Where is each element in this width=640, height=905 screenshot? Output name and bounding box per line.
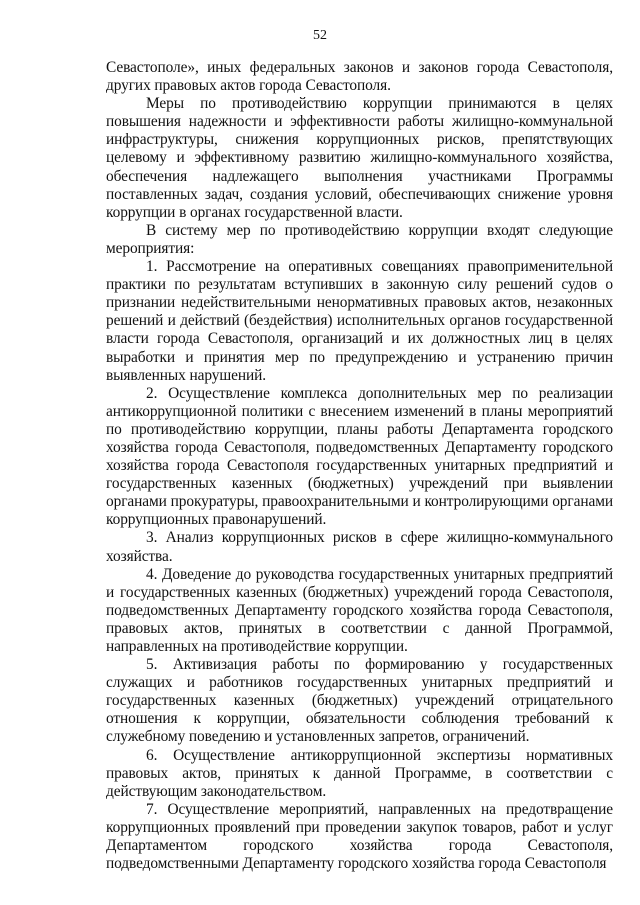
- list-item: 3. Анализ коррупционных рисков в сфере жилищно-коммунального хозяйства.: [106, 529, 613, 565]
- page-number: 52: [313, 28, 327, 43]
- list-item: 5. Активизация работы по формированию у государственных служащих и работников государственных унитарных предприятий и государственных казенных (бюджетных) учреждений отрицательного отношения к коррупции, обязательности соблюдения требований к служебному поведению и установленных запретов, ограничений.: [106, 656, 613, 746]
- paragraph: В систему мер по противодействию коррупции входят следующие мероприятия:: [106, 221, 613, 257]
- list-item: 2. Осуществление комплекса дополнительных мер по реализации антикоррупционной политики с внесением изменений в планы мероприятий по противодействию коррупции, планы работы Департамента городского хозяйства города Севастополя, подведомственных Департаменту городского хозяйства города Севастополя государственных унитарных предприятий и государственных казенных (бюджетных) учреждений при выявлении органами прокуратуры, правоохранительными и контролирующими органами коррупционных правонарушений.: [106, 384, 613, 529]
- paragraph: Меры по противодействию коррупции принимаются в целях повышения надежности и эффективности работы жилищно-коммунальной инфраструктуры, снижения коррупционных рисков, препятствующих целевому и эффективному развитию жилищно-коммунального хозяйства, обеспечения надлежащего выполнения участниками Программы поставленных задач, создания условий, обеспечивающих снижение уровня коррупции в органах государственной власти.: [106, 95, 613, 221]
- paragraph: Севастополе», иных федеральных законов и законов города Севастополя, других правовых актов города Севастополя.: [106, 59, 613, 95]
- list-item: 7. Осуществление мероприятий, направленных на предотвращение коррупционных проявлений при проведении закупок товаров, работ и услуг Департаментом городского хозяйства города Севастополя, подведомственными Департаменту городского хозяйства города Севастополя: [106, 800, 613, 873]
- document-body: [106, 59, 613, 873]
- list-item: 6. Осуществление антикоррупционной экспертизы нормативных правовых актов, принятых к данной Программе, в соответствии с действующим законодательством.: [106, 746, 613, 800]
- list-item: 1. Рассмотрение на оперативных совещаниях правоприменительной практики по результатам вступивших в законную силу решений судов о признании недействительными ненормативных правовых актов, незаконных решений и действий (бездействия) исполнительных органов государственной власти города Севастополя, организаций и их должностных лиц в целях выработки и принятия мер по предупреждению и устранению причин выявленных нарушений.: [106, 258, 613, 384]
- list-item: 4. Доведение до руководства государственных унитарных предприятий и государственных казенных (бюджетных) учреждений города Севастополя, подведомственных Департаменту городского хозяйства города Севастополя, правовых актов, принятых в соответствии с данной Программой, направленных на противодействие коррупции.: [106, 565, 613, 655]
